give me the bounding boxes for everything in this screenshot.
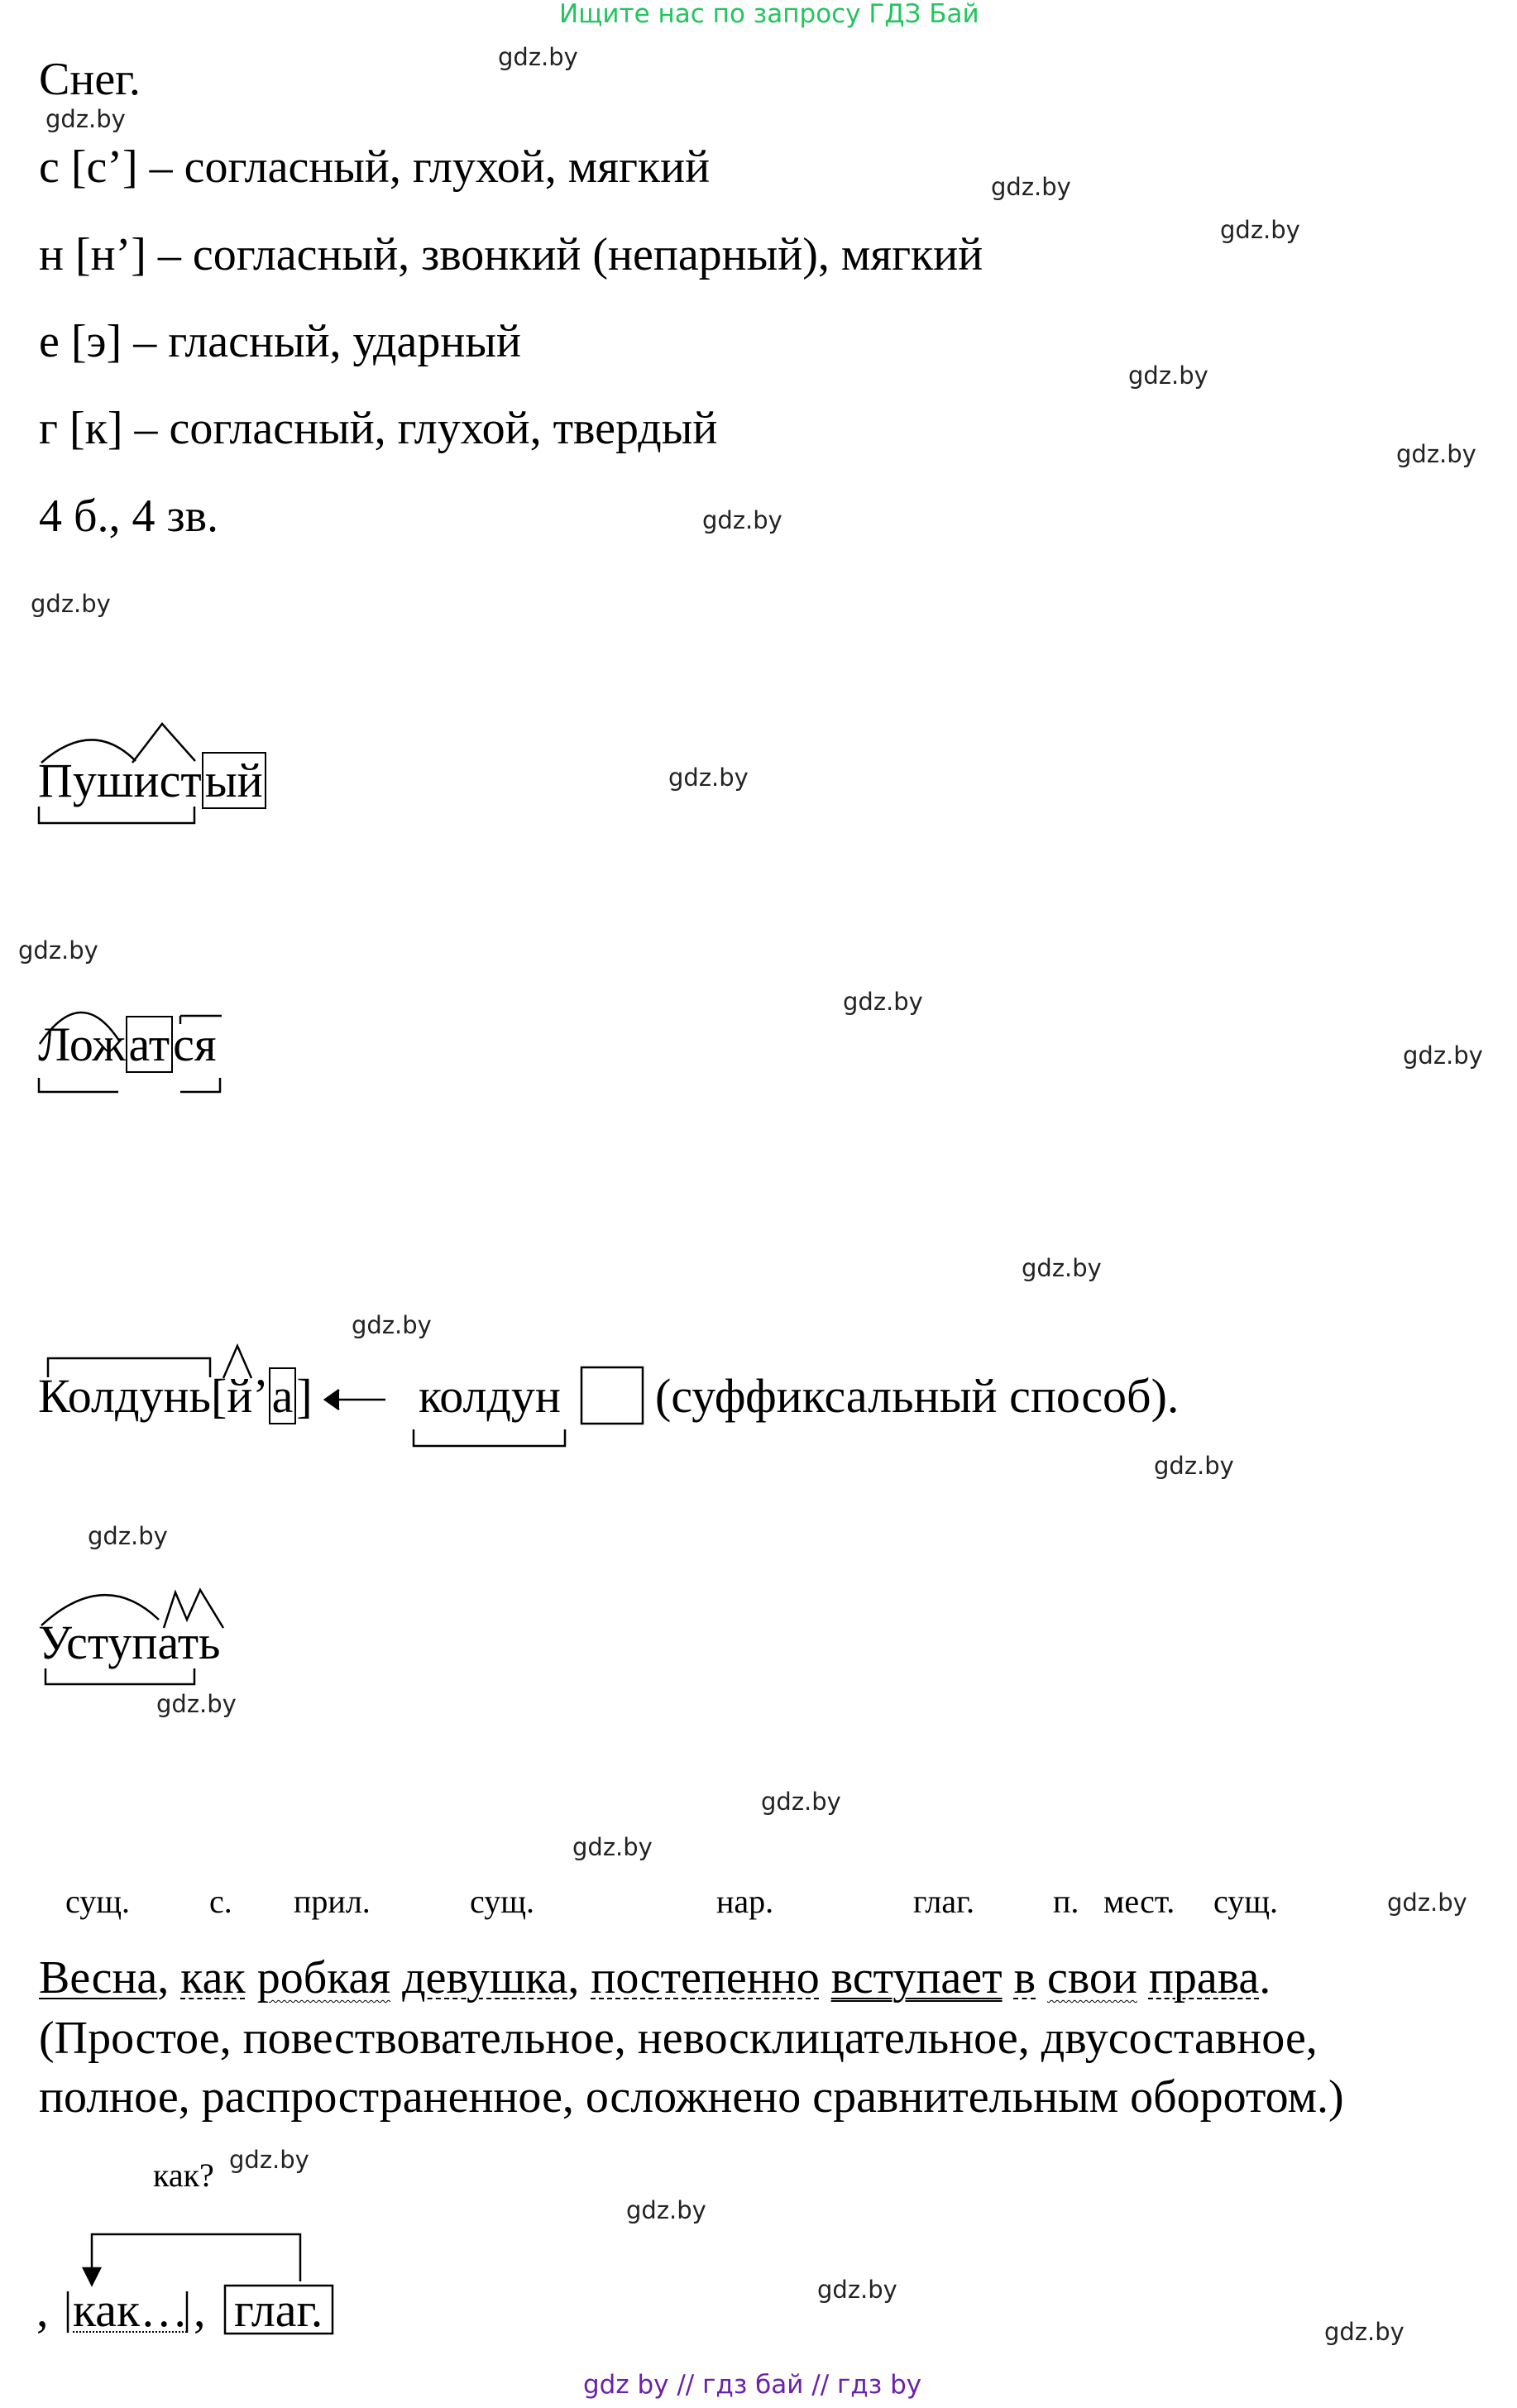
watermark: gdz.by: [31, 590, 111, 618]
pos-label: прил.: [294, 1883, 371, 1920]
phonetic-line: е [э] – гласный, ударный: [39, 316, 521, 367]
formation-method: (суффиксальный способ).: [655, 1369, 1180, 1423]
attribute: свои: [1047, 1952, 1137, 2003]
watermark: gdz.by: [498, 43, 578, 71]
watermark: gdz.by: [88, 1522, 168, 1550]
object: права: [1148, 1952, 1260, 2003]
scheme-comma: ,: [36, 2283, 49, 2337]
word: Колдунь: [38, 1369, 211, 1423]
scheme-question: как?: [153, 2157, 214, 2194]
stem-part: Лож: [38, 1017, 126, 1071]
ending-box: ат: [126, 1016, 174, 1073]
postfix: ся: [173, 1017, 217, 1071]
watermark: gdz.by: [18, 936, 98, 965]
scheme-part-verb: глаг.: [234, 2283, 323, 2337]
watermark: gdz.by: [1387, 1889, 1467, 1917]
transcription-open: [й: [210, 1369, 253, 1423]
period: .: [1259, 1952, 1271, 2003]
watermark: gdz.by: [229, 2146, 309, 2174]
root: Пушист: [38, 754, 202, 807]
phonetic-line: н [н’] – согласный, звонкий (непарный), мягкий: [39, 229, 983, 280]
pos-label: нар.: [716, 1883, 774, 1920]
pos-label: сущ.: [65, 1883, 131, 1920]
apostrophe: ’: [252, 1369, 269, 1423]
watermark: gdz.by: [817, 2276, 897, 2304]
watermark: gdz.by: [668, 764, 749, 792]
phonetic-line: г [к] – согласный, глухой, твердый: [39, 403, 718, 454]
watermark: gdz.by: [1154, 1452, 1234, 1480]
watermark: gdz.by: [1220, 216, 1300, 244]
footer-links[interactable]: gdz by // гдз бай // гдз by: [583, 2370, 922, 2400]
phonetic-line: с [с’] – согласный, глухой, мягкий: [39, 141, 711, 193]
comparison-block: как…: [73, 2283, 189, 2337]
subject: Весна: [39, 1952, 158, 2003]
watermark: gdz.by: [991, 173, 1071, 201]
pos-label: мест.: [1103, 1883, 1175, 1920]
attribute: робкая: [256, 1952, 391, 2003]
comparison-word: девушка: [402, 1952, 568, 2003]
adverbial-prep: в: [1013, 1952, 1036, 2003]
search-banner: Ищите нас по запросу ГДЗ Бай: [559, 0, 979, 29]
pos-label: с.: [209, 1883, 232, 1920]
scheme-comma-2: ,: [194, 2283, 206, 2337]
scheme: [36, 2283, 49, 2337]
pos-label: п.: [1053, 1883, 1079, 1920]
watermark: gdz.by: [1324, 2318, 1405, 2346]
watermark: gdz.by: [1128, 361, 1208, 390]
ending-box: а: [269, 1367, 297, 1424]
pos-label: сущ.: [1213, 1883, 1279, 1920]
comparison-word: как: [180, 1952, 246, 2003]
predicate: вступает: [830, 1952, 1003, 2003]
watermark: gdz.by: [1396, 440, 1476, 468]
watermark: gdz.by: [352, 1311, 432, 1339]
adverbial: постепенно: [591, 1952, 820, 2003]
watermark: gdz.by: [761, 1788, 841, 1816]
watermark: gdz.by: [45, 105, 126, 133]
watermark: gdz.by: [1022, 1254, 1102, 1282]
transcription-close: ]: [296, 1369, 313, 1423]
comma: ,: [157, 1952, 181, 2003]
watermark: gdz.by: [572, 1833, 653, 1861]
pos-label: глаг.: [913, 1883, 974, 1920]
watermark: gdz.by: [156, 1690, 237, 1718]
watermark: gdz.by: [626, 2196, 706, 2224]
source-word: колдун: [419, 1369, 561, 1423]
watermark: gdz.by: [843, 988, 923, 1016]
phonetic-word: Снег.: [39, 54, 141, 105]
sentence-characteristic: полное, распространенное, осложнено сравнительным оборотом.): [39, 2071, 1344, 2123]
watermark: gdz.by: [1403, 1041, 1483, 1070]
ending-box: ый: [202, 752, 266, 809]
pos-label: сущ.: [470, 1883, 535, 1920]
morpheme-word-ustupat: Уступать: [38, 1616, 221, 1669]
sentence-characteristic: (Простое, повествовательное, невосклицательное, двусоставное,: [39, 2013, 1318, 2064]
comma: ,: [567, 1952, 591, 2003]
watermark: gdz.by: [702, 506, 782, 534]
scheme-part-comparison: [73, 2283, 189, 2337]
phonetic-summary: 4 б., 4 зв.: [39, 491, 219, 542]
